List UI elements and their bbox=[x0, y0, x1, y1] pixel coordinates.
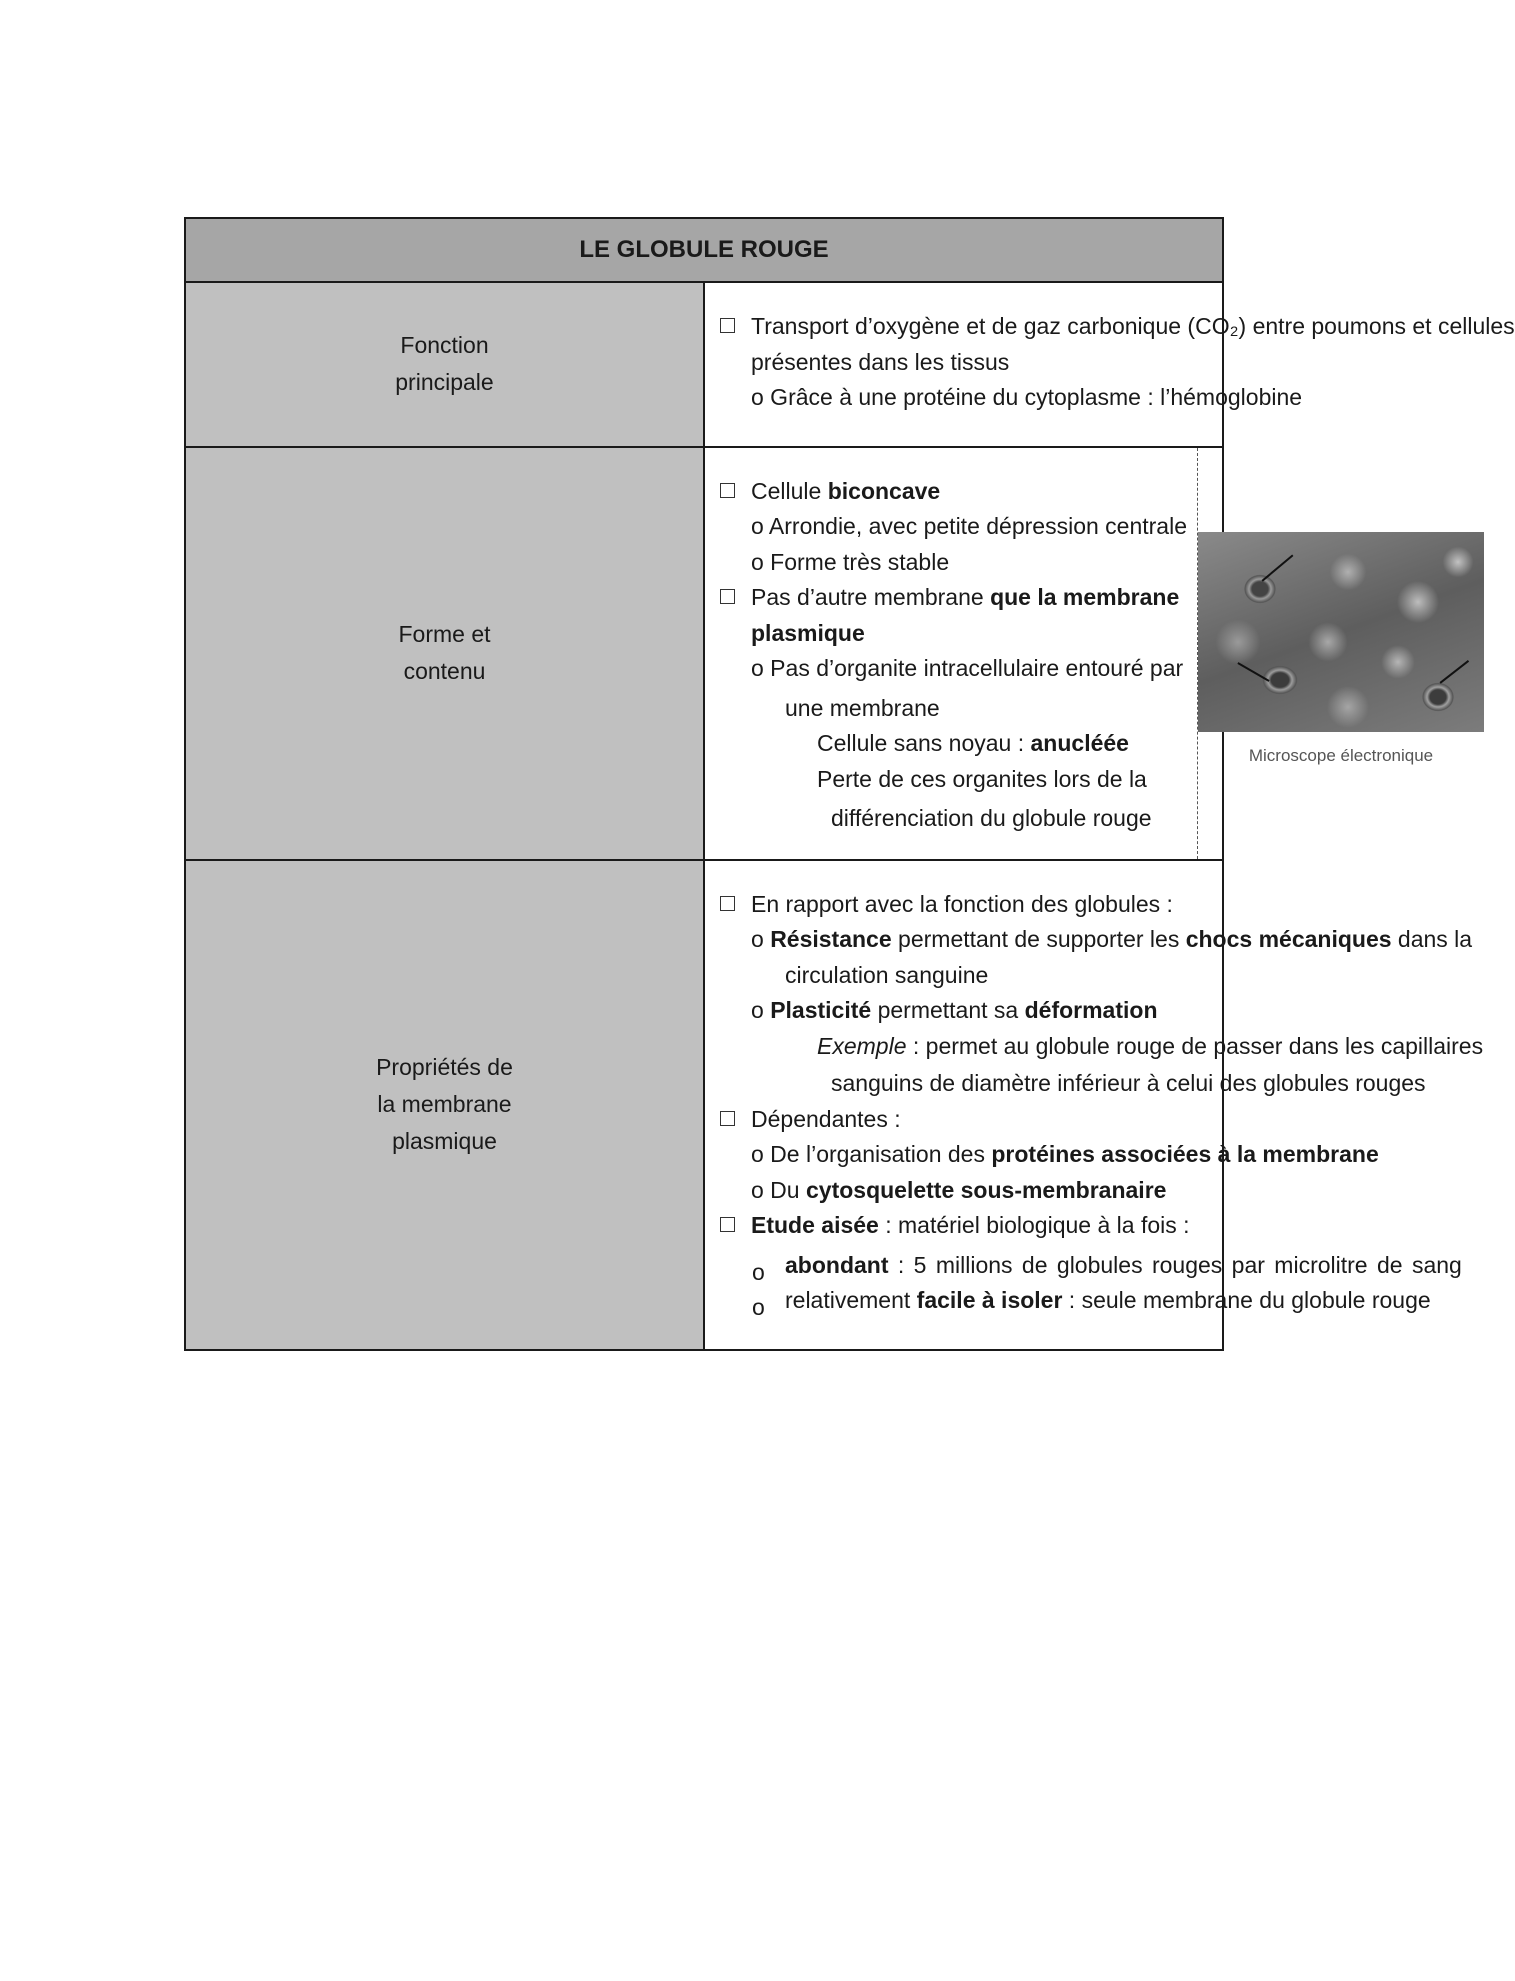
list-item bbox=[719, 887, 1210, 923]
item-bold-text: Plasticité bbox=[770, 997, 872, 1023]
item-text: o Du bbox=[751, 1176, 806, 1203]
item-bold-text: que la membrane bbox=[990, 584, 1180, 610]
pointer-line bbox=[1440, 660, 1469, 683]
item-text: o bbox=[751, 926, 771, 952]
item-text: Pas d’autre membrane bbox=[751, 584, 991, 610]
item-text: Cellule sans noyau : bbox=[817, 730, 1031, 756]
item-bold-text: abondant bbox=[785, 1251, 889, 1278]
row-content bbox=[704, 447, 1434, 860]
item-text: permettant de supporter les bbox=[891, 926, 1186, 952]
sub-list-item bbox=[719, 922, 1473, 958]
electron-micrograph-image bbox=[1198, 532, 1484, 732]
item-text: dans la bbox=[1391, 926, 1473, 952]
row-label-line: la membrane bbox=[377, 1091, 512, 1117]
list-item bbox=[719, 474, 1187, 510]
row-label-line: contenu bbox=[403, 658, 486, 684]
sub-list-item bbox=[719, 1248, 1462, 1285]
item-bold-text: Résistance bbox=[770, 926, 892, 952]
sub-list-item: o Forme très stable bbox=[751, 548, 950, 575]
item-bold-text: protéines associées à la membrane bbox=[991, 1141, 1379, 1167]
checkbox-bullet-icon bbox=[720, 483, 735, 498]
item-text: Dépendantes : bbox=[751, 1105, 901, 1132]
row-label-line: plasmique bbox=[392, 1128, 497, 1154]
item-text: En rapport avec la fonction des globules : bbox=[751, 890, 1173, 917]
example-item-continuation: sanguins de diamètre inférieur à celui des globules rouges bbox=[831, 1070, 1426, 1096]
example-item bbox=[719, 1029, 1484, 1065]
row-forme-contenu bbox=[185, 447, 1223, 860]
item-text: permettant sa bbox=[871, 997, 1025, 1023]
sub-list-item bbox=[719, 993, 1210, 1029]
item-bold-text: déformation bbox=[1024, 997, 1158, 1023]
checkbox-bullet-icon bbox=[720, 318, 735, 333]
text-column bbox=[705, 448, 1198, 859]
item-bold-text: anucléée bbox=[1030, 730, 1129, 756]
row-label-line: Forme et bbox=[398, 621, 491, 647]
sub-list-item bbox=[719, 1283, 1431, 1320]
detail-item-continuation: différenciation du globule rouge bbox=[831, 805, 1152, 831]
row-label bbox=[185, 282, 704, 447]
pointer-line bbox=[1238, 662, 1270, 681]
row-proprietes-membrane bbox=[185, 860, 1223, 1350]
row-label-line: principale bbox=[395, 369, 494, 396]
list-item-continuation: présentes dans les tissus bbox=[751, 348, 1010, 375]
list-item bbox=[719, 1208, 1210, 1244]
row-content bbox=[704, 860, 1484, 1350]
item-text: : seule membrane du globule rouge bbox=[1062, 1287, 1431, 1313]
row-content bbox=[704, 282, 1515, 447]
item-text: relativement bbox=[785, 1287, 917, 1313]
list-item bbox=[719, 580, 1187, 616]
item-text: o De l’organisation des bbox=[751, 1141, 992, 1167]
sub-list-item-continuation: une membrane bbox=[785, 694, 940, 721]
item-bold-text: facile à isoler bbox=[916, 1287, 1063, 1313]
sub-list-item-continuation: circulation sanguine bbox=[785, 961, 989, 988]
row-fonction-principale bbox=[185, 282, 1223, 447]
item-text: o bbox=[751, 997, 771, 1023]
checkbox-bullet-icon bbox=[720, 1111, 735, 1126]
list-item bbox=[719, 1102, 1210, 1138]
row-label bbox=[185, 860, 704, 1350]
circle-bullet-icon: o bbox=[752, 1258, 765, 1285]
table-title: LE GLOBULE ROUGE bbox=[185, 218, 1223, 282]
item-italic-text: Exemple bbox=[817, 1032, 907, 1059]
list-item-continuation bbox=[719, 616, 1187, 652]
row-label-line: Propriétés de bbox=[376, 1054, 513, 1080]
item-text: : permet au globule rouge de passer dans les capillaires bbox=[906, 1032, 1484, 1059]
checkbox-bullet-icon bbox=[720, 1217, 735, 1232]
item-text: : matériel biologique à la fois : bbox=[878, 1212, 1190, 1238]
list-item bbox=[719, 309, 1515, 345]
circle-bullet-icon: o bbox=[752, 1294, 765, 1320]
pointer-line bbox=[1262, 555, 1294, 582]
row-label bbox=[185, 447, 704, 860]
item-bold-text: chocs mécaniques bbox=[1185, 926, 1392, 952]
checkbox-bullet-icon bbox=[720, 589, 735, 604]
item-bold-text: Etude aisée bbox=[751, 1212, 879, 1238]
sub-list-item: o Pas d’organite intracellulaire entouré par bbox=[751, 655, 1184, 681]
item-bold-text: biconcave bbox=[827, 477, 941, 504]
sub-list-item: o Arrondie, avec petite dépression centrale bbox=[751, 513, 1187, 539]
item-bold-text: cytosquelette sous-membranaire bbox=[805, 1176, 1167, 1203]
item-text: : 5 millions de globules rouges par microlitre de sang bbox=[888, 1251, 1462, 1278]
item-text: Cellule bbox=[751, 477, 828, 504]
checkbox-bullet-icon bbox=[720, 896, 735, 911]
item-bold-text: plasmique bbox=[751, 619, 865, 646]
sub-list-item bbox=[719, 1137, 1379, 1173]
sub-list-item: o Grâce à une protéine du cytoplasme : l’hémoglobine bbox=[751, 384, 1303, 410]
figure-caption: Microscope électronique bbox=[1248, 746, 1434, 766]
sub-list-item bbox=[719, 1173, 1210, 1209]
detail-item bbox=[719, 726, 1187, 762]
figure-column bbox=[1198, 448, 1484, 859]
item-text: Transport d’oxygène et de gaz carbonique (CO₂) entre poumons et cellules bbox=[751, 313, 1515, 339]
detail-item: Perte de ces organites lors de la bbox=[817, 765, 1147, 792]
summary-table bbox=[184, 217, 1515, 1351]
row-label-line: Fonction bbox=[400, 332, 489, 359]
